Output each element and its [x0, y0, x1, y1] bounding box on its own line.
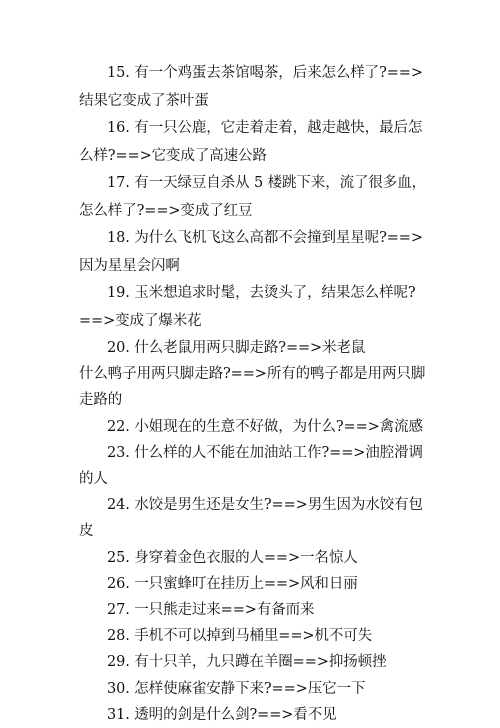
riddle-entry-29: 29. 有十只羊，九只蹲在羊圈==>抑扬顿挫: [107, 654, 387, 671]
riddle-entry-23: 23. 什么样的人不能在加油站工作?==>油腔滑调的人: [79, 444, 423, 488]
riddle-entry-28: 28. 手机不可以掉到马桶里==>机不可失: [107, 628, 373, 645]
riddle-entry-27: 27. 一只熊走过来==>有备而来: [107, 602, 315, 619]
riddle-entry-24: 24. 水饺是男生还是女生?==>男生因为水饺有包皮: [79, 497, 423, 540]
riddle-entry-25: 25. 身穿着金色衣服的人==>一名惊人: [107, 549, 358, 566]
riddle-entry-21: 什么鸭子用两只脚走路?==>所有的鸭子都是用两只脚走路的: [79, 366, 426, 409]
riddle-entry-26: 26. 一只蜜蜂叮在挂历上==>风和日丽: [107, 575, 358, 592]
riddle-entry-22: 22. 小姐现在的生意不好做，为什么?==>禽流感: [107, 418, 423, 435]
riddle-entry-20: 20. 什么老鼠用两只脚走路?==>米老鼠: [107, 340, 366, 356]
riddle-entry-17: 17. 有一天绿豆自杀从 5 楼跳下来，流了很多血，怎么样了?==>变成了红豆: [79, 175, 427, 219]
riddle-entry-31: 31. 透明的剑是什么剑?==>看不见: [107, 706, 337, 723]
riddle-entry-30: 30. 怎样使麻雀安静下来?==>压它一下: [107, 680, 366, 697]
riddle-list: [79, 60, 429, 728]
riddle-entry-19: 19. 玉米想追求时髦，去烫头了，结果怎么样呢?==>变成了爆米花: [79, 285, 416, 329]
riddle-entry-15: 15. 有一个鸡蛋去茶馆喝茶，后来怎么样了?==>结果它变成了茶叶蛋: [79, 65, 423, 109]
riddle-entry-16: 16. 有一只公鹿，它走着走着，越走越快，最后怎么样?==>它变成了高速公路: [79, 120, 423, 164]
riddle-entry-18: 18. 为什么飞机飞这么高都不会撞到星星呢?==>因为星星会闪啊: [79, 230, 423, 274]
